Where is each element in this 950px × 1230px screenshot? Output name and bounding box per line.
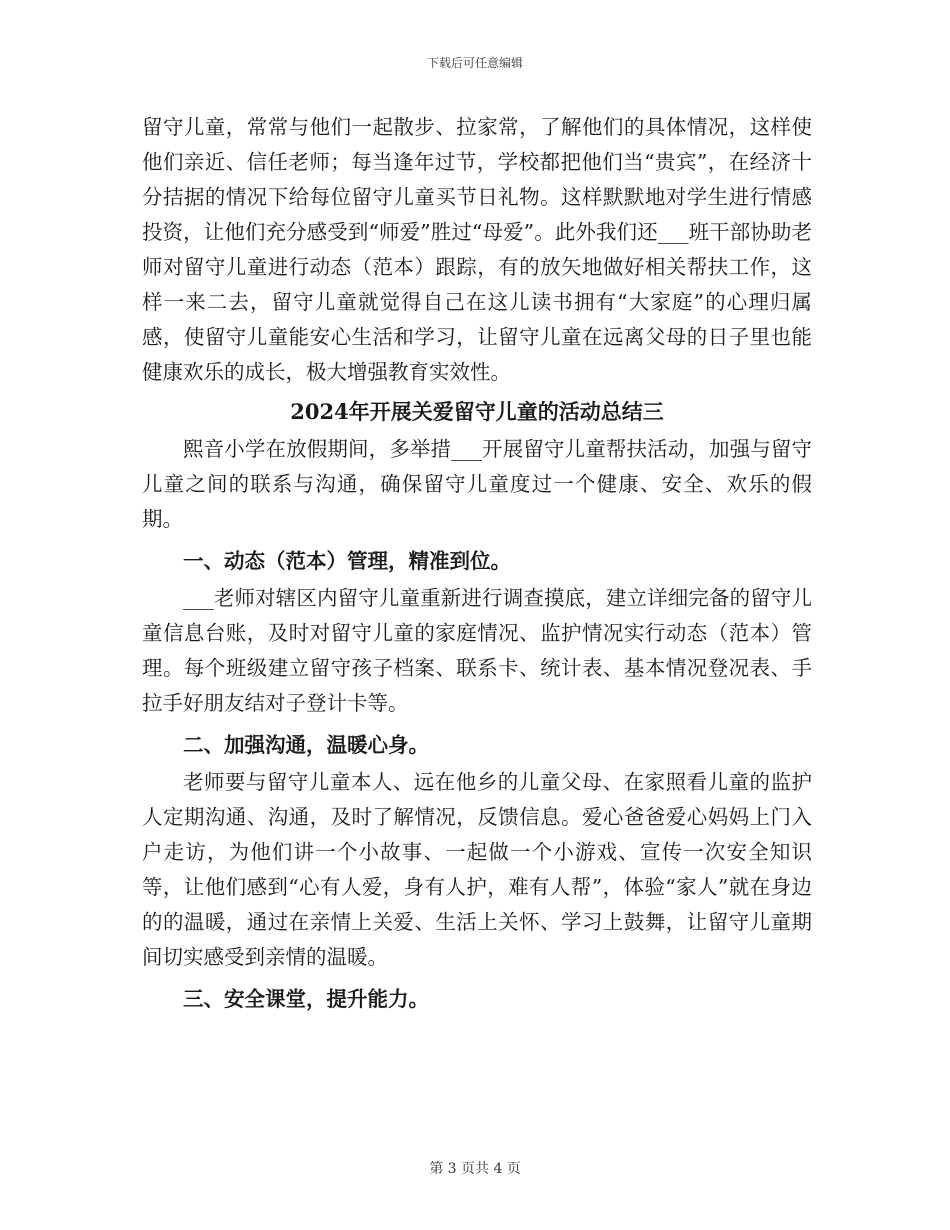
section-1-heading: 一、动态（范本）管理，精准到位。 <box>183 549 511 573</box>
section-1-paragraph: ___老师对辖区内留守儿童重新进行调查摸底，建立详细完备的留守儿童信息台账，及时对留守儿童的家庭情况、监护情况实行动态（范本）管理。每个班级建立留守孩子档案、联系卡、统计表、基本情况登况表、手拉手好朋友结对子登计卡等。 <box>142 586 812 715</box>
section-2-paragraph: 老师要与留守儿童本人、远在他乡的儿童父母、在家照看儿童的监护人定期沟通、沟通，及时了解情况，反馈信息。爱心爸爸爱心妈妈上门入户走访，为他们讲一个小故事、一起做一个小游戏、宣传一次安全知识等，让他们感到“心有人爱，身有人护，难有人帮”，体验“家人”就在身边的的温暖，通过在亲情上关爱、生活上关怀、学习上鼓舞，让留守儿童期间切实感受到亲情的温暖。 <box>142 770 812 969</box>
paragraph-continued: 留守儿童，常常与他们一起散步、拉家常，了解他们的具体情况，这样使他们亲近、信任老师；每当逢年过节，学校都把他们当“贵宾”，在经济十分拮据的情况下给每位留守儿童买节日礼物。这样默默地对学生进行情感投资，让他们充分感受到“师爱”胜过“母爱”。此外我们还___班干部协助老师对留守儿童进行动态（范本）跟踪，有的放矢地做好相关帮扶工作，这样一来二去，留守儿童就觉得自己在这儿读书拥有“大家庭”的心理归属感，使留守儿童能安心生活和学习，让留守儿童在远离父母的日子里也能健康欢乐的成长，极大增强教育实效性。 <box>142 115 812 384</box>
section-3-heading: 三、安全课堂，提升能力。 <box>183 987 429 1011</box>
document-body <box>142 110 812 1019</box>
page-footer: 第 3 页共 4 页 <box>429 1161 521 1177</box>
section-2-heading: 二、加强沟通，温暖心身。 <box>183 733 429 757</box>
page-header: 下载后可任意编辑 <box>426 56 523 70</box>
intro-paragraph: 熙音小学在放假期间，多举措___开展留守儿童帮扶活动，加强与留守儿童之间的联系与沟通，确保留守儿童度过一个健康、安全、欢乐的假期。 <box>142 437 812 531</box>
section-title: 2024年开展关爱留守儿童的活动总结三 <box>290 399 664 424</box>
